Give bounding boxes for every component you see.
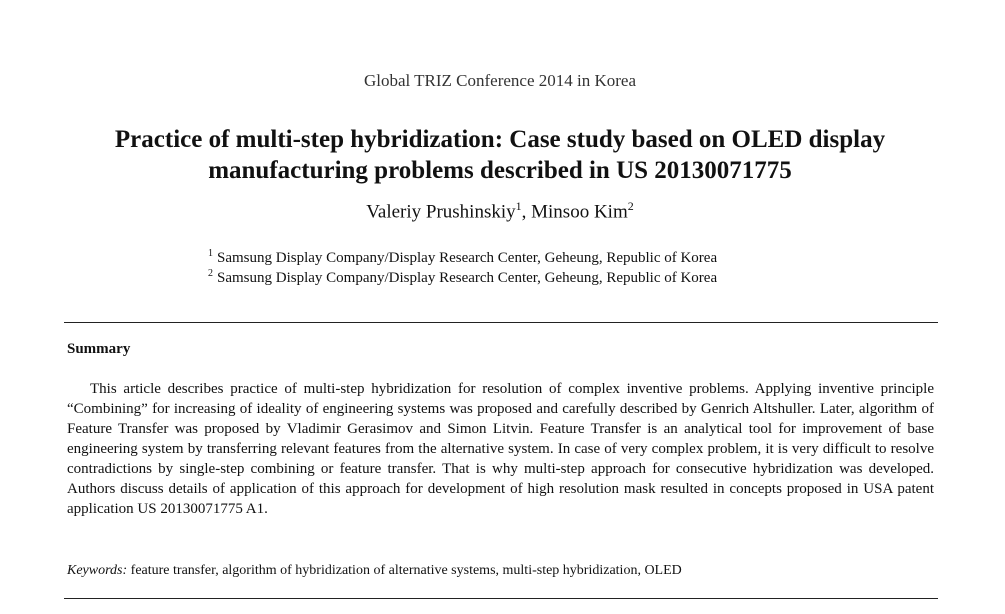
affiliation-mark: 1 xyxy=(208,248,213,259)
affiliation-mark: 2 xyxy=(208,268,213,279)
author-affil-mark: 1 xyxy=(515,199,522,213)
bottom-divider xyxy=(64,598,938,599)
paper-title: Practice of multi-step hybridization: Case study based on OLED display manufacturing problems described in US 20130071775 xyxy=(114,126,886,184)
affiliation-line xyxy=(208,264,908,288)
author-name: Minsoo Kim xyxy=(531,201,628,223)
keywords-line xyxy=(67,563,934,579)
affiliation-text: Samsung Display Company/Display Research Center, Geheung, Republic of Korea xyxy=(217,270,718,286)
author-name: Valeriy Prushinskiy xyxy=(366,201,516,223)
keywords-text: feature transfer, algorithm of hybridization of alternative systems, multi-step hybridization, OLED xyxy=(130,563,682,578)
affiliation-text: Samsung Display Company/Display Research Center, Geheung, Republic of Korea xyxy=(217,250,718,266)
author-separator: , xyxy=(521,201,532,223)
conference-header: Global TRIZ Conference 2014 in Korea xyxy=(363,71,637,90)
summary-paragraph: This article describes practice of multi-step hybridization for resolution of complex inventive problems. Applying inventive principle “Combining” for increasing of ideality of engineering systems was proposed and carefully described by Genrich Altshuller. Later, algorithm of Feature Transfer was proposed by Vladimir Gerasimov and Simon Litvin. Feature Transfer is an analytical tool for improvement of base engineering system by transferring relevant features from the alternative system. In case of very complex problem, it is very difficult to resolve contradictions by single-step combining or feature transfer. That is why multi-step approach for consecutive hybridization was developed. Authors discuss details of application of this approach for development of high resolution mask resulted in concepts proposed in USA patent application US 20130071775 A1. xyxy=(67,381,934,517)
summary-heading: Summary xyxy=(67,341,131,357)
author-affil-mark: 2 xyxy=(627,199,634,213)
keywords-label: Keywords: xyxy=(67,563,128,578)
author-list xyxy=(0,199,1000,223)
top-divider xyxy=(64,322,938,323)
